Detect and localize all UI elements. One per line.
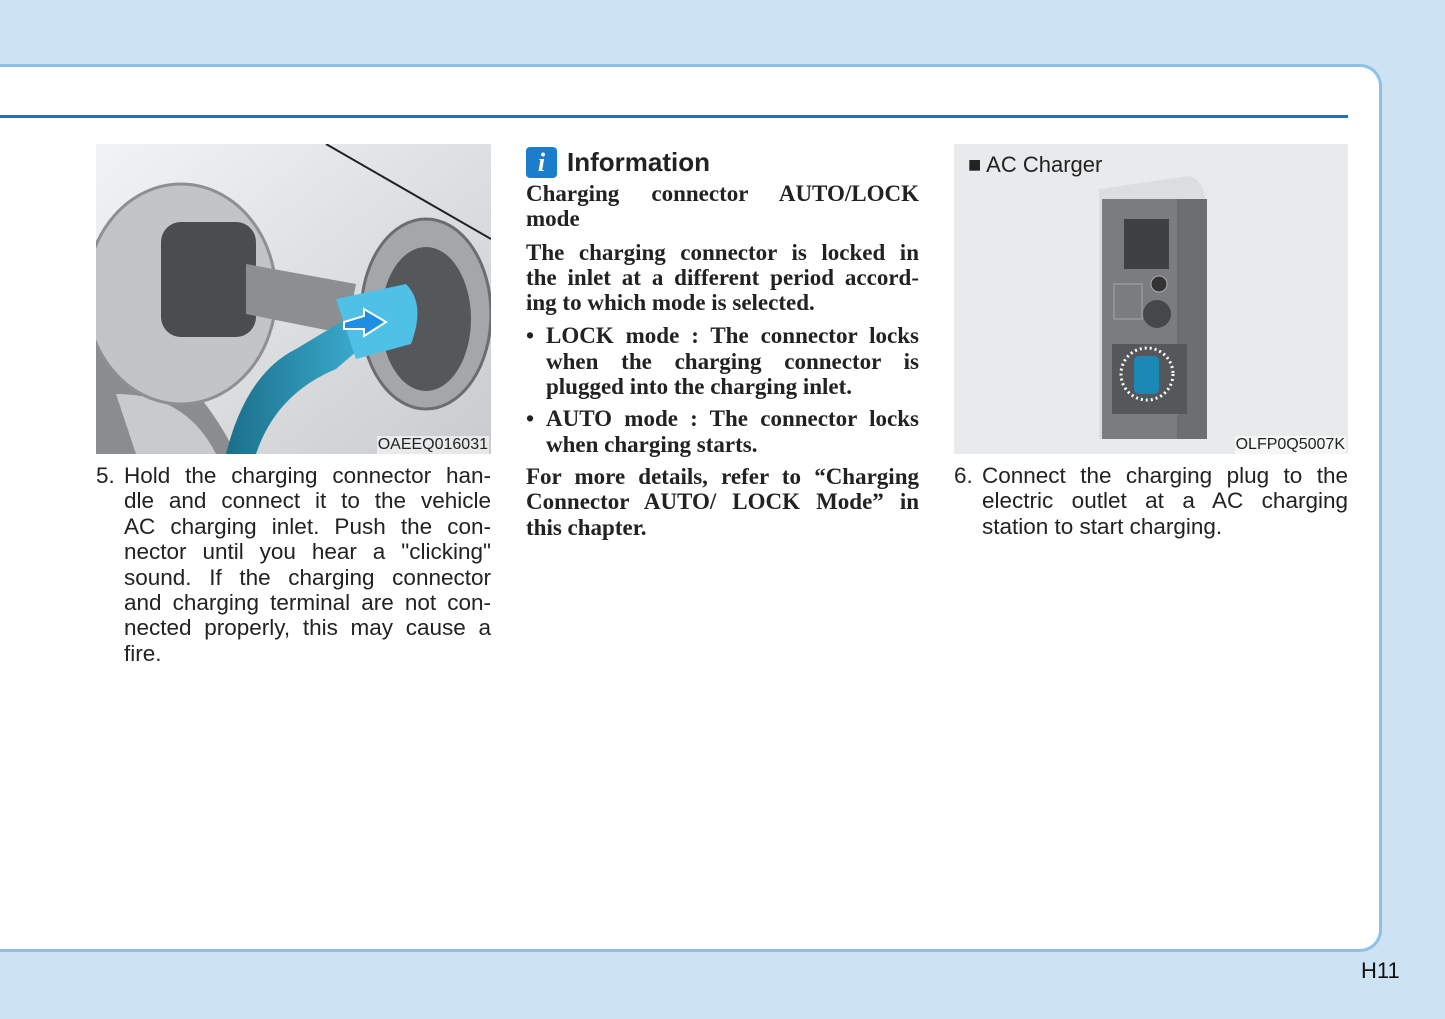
step-line: AC charging inlet. Push the con- [124, 513, 491, 539]
step-number: 6. [954, 463, 973, 488]
step-line: dle and connect it to the vehicle [124, 488, 491, 514]
charging-connector-figure [96, 144, 491, 454]
page-number: H11 [1361, 958, 1400, 983]
header-rule [0, 115, 1348, 118]
figure-code: OLFP0Q5007K [1235, 436, 1345, 453]
charging-connector-illustration-icon [96, 144, 491, 454]
ac-charger-figure [954, 144, 1348, 454]
text-line: plugged into the charging inlet. [546, 374, 853, 400]
step-line: fire. [124, 640, 162, 666]
step-number: 5. [96, 463, 115, 488]
information-box [526, 146, 919, 548]
ac-charger-illustration-icon [954, 144, 1348, 454]
bullet-icon: • [526, 406, 535, 432]
step-line: and charging terminal are not con- [124, 590, 491, 616]
info-icon: i [526, 147, 557, 178]
bullet-icon: • [526, 323, 535, 349]
text-line: when the charging connector is [546, 348, 919, 374]
text-line: LOCK mode : The connector locks [546, 323, 919, 349]
information-reference [526, 464, 919, 540]
text-line: when charging starts. [546, 431, 758, 457]
bullet-auto-mode [526, 406, 919, 457]
step-line: Hold the charging connector han- [124, 463, 491, 488]
text-line: the inlet at a different period accord- [526, 264, 919, 290]
step-line: Connect the charging plug to the [982, 463, 1348, 488]
figure-label: ■ AC Charger [968, 152, 1103, 177]
information-paragraph [526, 240, 919, 316]
step-line: station to start charging. [982, 513, 1223, 539]
step-line: nected properly, this may cause a [124, 615, 491, 641]
text-line: mode [526, 206, 580, 232]
information-heading [526, 181, 919, 232]
text-line: Connector AUTO/ LOCK Mode” in [526, 489, 919, 515]
text-line: The charging connector is locked in [526, 239, 919, 265]
text-line: ing to which mode is selected. [526, 290, 815, 316]
text-line: AUTO mode : The connector locks [546, 406, 919, 432]
step-6 [954, 463, 1348, 539]
step-line: sound. If the charging connector [124, 564, 491, 590]
step-line: nector until you hear a "clicking" [124, 539, 491, 565]
bullet-lock-mode [526, 323, 919, 399]
step-line: electric outlet at a AC charging [982, 488, 1348, 514]
information-title: Information [567, 146, 710, 177]
text-line: Charging connector AUTO/LOCK [526, 181, 919, 206]
text-line: For more details, refer to “Charging [526, 463, 919, 489]
figure-code: OAEEQ016031 [377, 436, 488, 453]
step-5 [96, 463, 491, 666]
text-line: this chapter. [526, 514, 647, 540]
